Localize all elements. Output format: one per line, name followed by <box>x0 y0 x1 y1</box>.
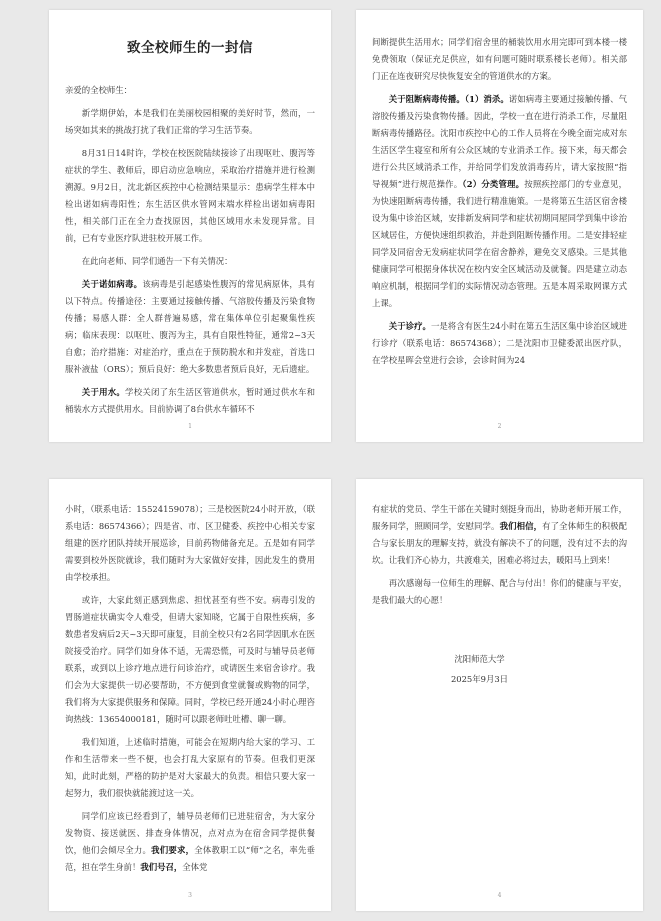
letter-title: 致全校师生的一封信 <box>127 40 253 56</box>
diagnosis-body: 一是将含有医生24小时在第五生活区集中诊治区域进行诊疗（联系电话：86574368）；二是沈阳市卫健委派出医疗队，在学校星晖会堂进行会诊，会诊时间为24 <box>372 321 628 365</box>
norovirus-heading: 关于诺如病毒。 <box>81 279 143 289</box>
paragraph-inconvenience: 我们知道，上述临时措施，可能会在短期内给大家的学习、工作和生活带来一些不便，也会打乱大家原有的节奏。但我们更深知，此时此刻，严格的防护是对大家最大的负责。相信只要大家一起努力，我们很快就能渡过这一关。 <box>65 737 315 798</box>
diagnosis-heading: 关于诊疗。 <box>388 321 431 331</box>
appeal-heading: 我们号召， <box>140 862 183 872</box>
disinfection-label: （1）消杀。 <box>464 94 509 104</box>
signature-block <box>372 649 627 689</box>
paragraph-call <box>65 808 315 876</box>
classification-label: （2）分类管理。 <box>462 179 525 189</box>
paragraph-events: 8月31日14时许，学校在校医院陆续接诊了出现呕吐、腹泻等症状的学生、教师后，即启动应急响应，采取治疗措施并进行检测溯源。9月2日，沈北新区疾控中心检测结果显示：患病学生样本中检出诺如病毒阳性；东生活区供水管网末端水样检出诺如病毒阳性，相关部门正在全力查找原因，其他区域用水未发现异常。目前，已有专业医疗队进驻校开展工作。 <box>65 148 315 243</box>
believe-heading: 我们相信， <box>499 521 543 531</box>
page-number: 1 <box>188 423 192 430</box>
appeal-body: 全体党 <box>182 862 208 872</box>
believe-body: 有了全体师生的积极配合与家长朋友的理解支持，就没有解决不了的问题，没有过不去的沟坎。让我们齐心协力，共渡难关，困难必将过去，暖阳马上到来！ <box>372 521 628 565</box>
paragraph-norovirus <box>65 276 315 378</box>
counselors-text: 同学们应该已经看到了，辅导员老师们已进驻宿舍，为大家分发物资、接送就医、排查身体情况，点对点为在宿舍同学提供餐饮，他们会倾尽全力。 <box>65 811 315 855</box>
norovirus-body: 该病毒是引起感染性腹泻的常见病原体，具有以下特点。传播途径：主要通过接触传播、气溶胶传播及污染食物传播；易感人群：全人群普遍易感，常在集体单位引起聚集性疾病；临床表现：以呕吐、腹泻为主，具有自限性特征，通常2~3天自愈；治疗措施：对症治疗，重点在于预防脱水和并发症，首选口服补液盐（ORS）；预后良好：绝大多数患者预后良好，无后遗症。 <box>65 279 315 374</box>
page-3 <box>49 479 331 911</box>
page-4 <box>356 479 643 911</box>
paragraph-water <box>65 384 315 418</box>
water-heading: 关于用水。 <box>81 387 126 397</box>
paragraph-water-cont: 间断提供生活用水；同学们宿舍里的桶装饮用水用完即可到本楼一楼免费领取（保证充足供应，如有问题可随时联系楼长老师）。相关部门正在连夜研究尽快恢复安全的管道供水的方案。 <box>372 37 627 81</box>
paragraph-intro: 新学期伊始，本是我们在美丽校园相聚的美好时节，然而，一场突如其来的挑战打扰了我们正常的学习生活节奏。 <box>65 108 315 135</box>
water-body: 学校关闭了东生活区管道供水，暂时通过供水车和桶装水方式提供用水。目前协调了8台供水车循环不 <box>65 387 316 414</box>
paragraph-diagnosis-cont: 小时，（联系电话：15524159078）；三是校医院24小时开放，（联系电话：86574366）；四是省、市、区卫健委、疾控中心相关专家组建的医疗团队持续开展巡诊，目前药物储备充足。五是如有同学需要到校外医院就诊，我们随时为大家做好安排，因此发生的费用由学校承担。 <box>65 504 315 582</box>
paragraph-diagnosis <box>372 318 627 369</box>
paragraph-notice: 在此向老师、同学们通告一下有关情况： <box>81 256 233 266</box>
require-body: 全体教职工以“师”之名，率先垂范，担在学生身前！ <box>65 845 316 872</box>
salutation: 亲爱的全校师生： <box>65 85 132 95</box>
classification-body: 按照疾控部门的专业意见，为快速阻断病毒传播，我们进行精准施策。一是将第五生活区宿舍楼设为集中诊治区域，安排新发病同学和症状初期同屋同学到集中诊治区域居住，方便快速组织救治，并赴到阻断传播作用。二是安排轻症同学及同宿舍无发病症状同学在宿舍静养，避免交叉感染。三是其他健康同学可根据身体状况在校内安全区域活动及就餐。四是建立动态响应机制，根据同学们的实际情况动态管理。五是本周采取网课方式上课。 <box>372 179 628 308</box>
page-number: 3 <box>188 892 192 899</box>
require-heading: 我们要求， <box>151 845 195 855</box>
paragraph-block-transmission <box>372 91 627 312</box>
party-cont: 有症状的党员、学生干部在关键时刻挺身而出，协助老师开展工作，服务同学，照顾同学，安慰同学。 <box>372 504 627 531</box>
page-number: 2 <box>497 423 502 430</box>
paragraph-thanks: 再次感谢每一位师生的理解、配合与付出！你们的健康与平安，是我们最大的心愿！ <box>372 578 627 605</box>
page-2 <box>356 10 643 442</box>
page-number: 4 <box>497 892 502 899</box>
page-1 <box>49 10 331 442</box>
disinfection-body: 诺如病毒主要通过接触传播、气溶胶传播及污染食物传播。因此，学校一直在进行消杀工作，尽量阻断病毒传播路径。沈阳市疾控中心的工作人员将在今晚全面完成对东生活区学生寝室和所有公众区域的专业消杀工作。接下来，每天都会进行公共区域消杀工作，并给同学们发放消毒药片，请大家按照“指导视频”进行规范操作。 <box>372 94 628 189</box>
paragraph-comfort: 或许，大家此刻正感到焦虑、担忧甚至有些不安。病毒引发的胃肠道症状确实令人难受，但请大家知晓，它属于自限性疾病，多数患者发病后2天~3天即可康复，目前全校只有2名同学因肌水在医院接受治疗。同学们如身体不适，无需恐慌，可及时与辅导员老师联系，或到以上诊疗地点进行问诊治疗，或请医生来宿舍诊疗。我们会为大家提供一切必要帮助，不方便到食堂就餐或购物的同学，我们将为大家提供服务和保障。同时，学校已经开通24小时心理咨询热线：13654000181，随时可以跟老师吐吐槽、聊一聊。 <box>65 595 315 724</box>
paragraph-belief <box>372 501 627 569</box>
block-heading: 关于阻断病毒传播。 <box>388 94 465 104</box>
signature-date: 2025年9月3日 <box>450 674 509 684</box>
signature-university: 沈阳师范大学 <box>454 654 505 664</box>
